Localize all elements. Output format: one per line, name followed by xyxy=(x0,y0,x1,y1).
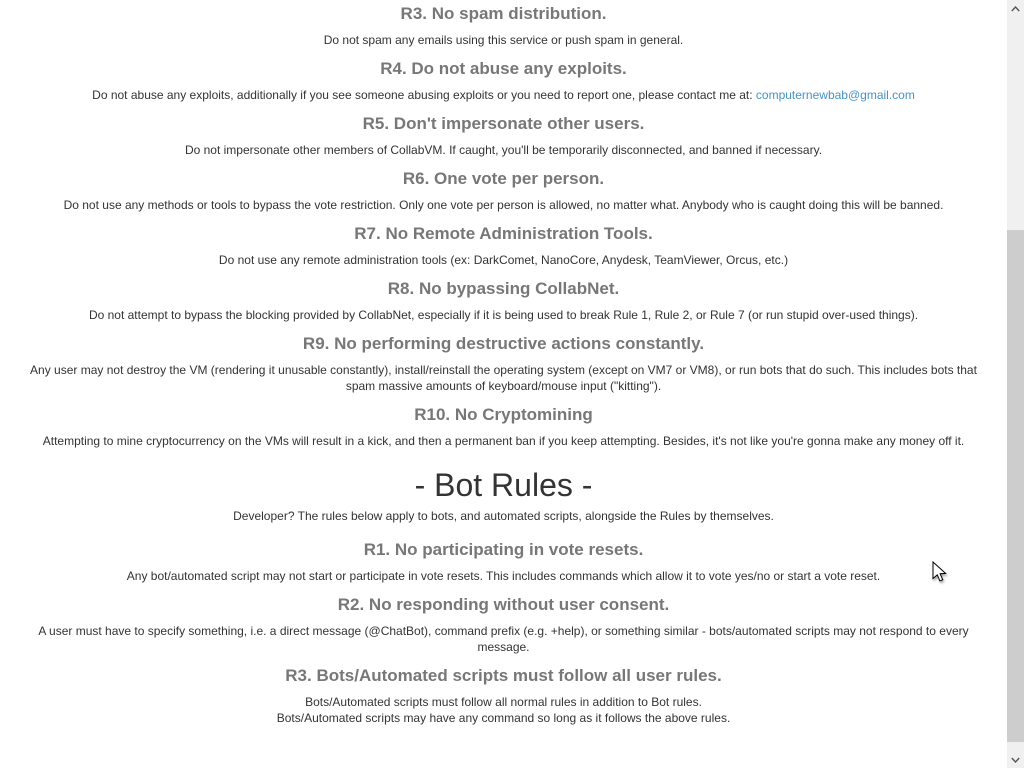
rule-r4-title: R4. Do not abuse any exploits. xyxy=(380,59,627,78)
rule-r3-desc: Do not spam any emails using this service or push spam in general. xyxy=(323,33,684,47)
vertical-scrollbar[interactable] xyxy=(1007,0,1024,768)
rule-r10-desc: Attempting to mine cryptocurrency on the VMs will result in a kick, and then a permanent ban if you keep attempting. Besides, it's not like you're gonna make any money off it. xyxy=(42,434,965,448)
rule-r7-title: R7. No Remote Administration Tools. xyxy=(354,224,653,243)
rule-r6-desc: Do not use any methods or tools to bypass the vote restriction. Only one vote per person is allowed, no matter what. Anybody who is caught doing this will be banned. xyxy=(63,198,944,212)
rule-r5-title: R5. Don't impersonate other users. xyxy=(362,114,645,133)
bot-rules-heading: - Bot Rules - xyxy=(414,467,593,503)
rule-r4-desc-text: Do not abuse any exploits, additionally if you see someone abusing exploits or you need to report one, please contact me at: xyxy=(92,88,756,102)
rule-r5-desc: Do not impersonate other members of CollabVM. If caught, you'll be temporarily disconnected, and banned if necessary. xyxy=(184,143,823,157)
scrollbar-thumb[interactable] xyxy=(1007,230,1024,742)
rule-r8-title: R8. No bypassing CollabNet. xyxy=(387,279,620,298)
rule-r7-desc: Do not use any remote administration tools (ex: DarkComet, NanoCore, Anydesk, TeamViewer, Orcus, etc.) xyxy=(218,253,789,267)
contact-email-link[interactable]: computernewbab@gmail.com xyxy=(755,88,915,102)
rule-r5 xyxy=(24,114,984,158)
bot-rule-r1 xyxy=(24,540,984,584)
bot-rule-r1-title: R1. No participating in vote resets. xyxy=(363,540,644,559)
rule-r7 xyxy=(24,224,984,268)
bot-rule-r3-desc-line1: Bots/Automated scripts must follow all normal rules in addition to Bot rules. xyxy=(305,695,702,709)
bot-rule-r2-title: R2. No responding without user consent. xyxy=(337,595,670,614)
bot-rule-r3 xyxy=(24,666,984,726)
scrollbar-down-button[interactable] xyxy=(1007,751,1024,768)
rule-r3-title: R3. No spam distribution. xyxy=(400,4,607,23)
rule-r4 xyxy=(24,59,984,103)
rules-content xyxy=(24,4,984,726)
bot-rule-r3-title: R3. Bots/Automated scripts must follow all user rules. xyxy=(285,666,722,685)
bot-rule-r1-desc: Any bot/automated script may not start or participate in vote resets. This includes commands which allow it to vote yes/no or start a vote reset. xyxy=(126,569,881,583)
rule-r9-desc: Any user may not destroy the VM (rendering it unusable constantly), install/reinstall the operating system (except on VM7 or VM8), or run bots that do such. This includes bots that spam massive amounts of keyboard/mouse input ("kitting"). xyxy=(30,363,977,393)
chevron-down-icon xyxy=(1011,757,1020,763)
scrollbar-up-button[interactable] xyxy=(1007,0,1024,17)
bot-rules-intro: Developer? The rules below apply to bots, and automated scripts, alongside the Rules by themselves. xyxy=(233,509,774,523)
bot-rule-r2 xyxy=(24,595,984,655)
rule-r10 xyxy=(24,405,984,449)
rule-r3 xyxy=(24,4,984,48)
bot-rule-r3-desc-line2: Bots/Automated scripts may have any command so long as it follows the above rules. xyxy=(276,711,731,725)
rule-r8 xyxy=(24,279,984,323)
rule-r10-title: R10. No Cryptomining xyxy=(414,405,593,424)
chevron-up-icon xyxy=(1011,6,1020,12)
bot-rule-r2-desc: A user must have to specify something, i.e. a direct message (@ChatBot), command prefix (e.g. +help), or something similar - bots/automated scripts may not respond to every message. xyxy=(38,624,969,654)
rule-r9 xyxy=(24,334,984,394)
rule-r6 xyxy=(24,169,984,213)
rule-r4-desc xyxy=(24,87,984,103)
rule-r8-desc: Do not attempt to bypass the blocking provided by CollabNet, especially if it is being used to break Rule 1, Rule 2, or Rule 7 (or run stupid over-used things). xyxy=(88,308,919,322)
rule-r6-title: R6. One vote per person. xyxy=(402,169,605,188)
rule-r9-title: R9. No performing destructive actions constantly. xyxy=(302,334,705,353)
